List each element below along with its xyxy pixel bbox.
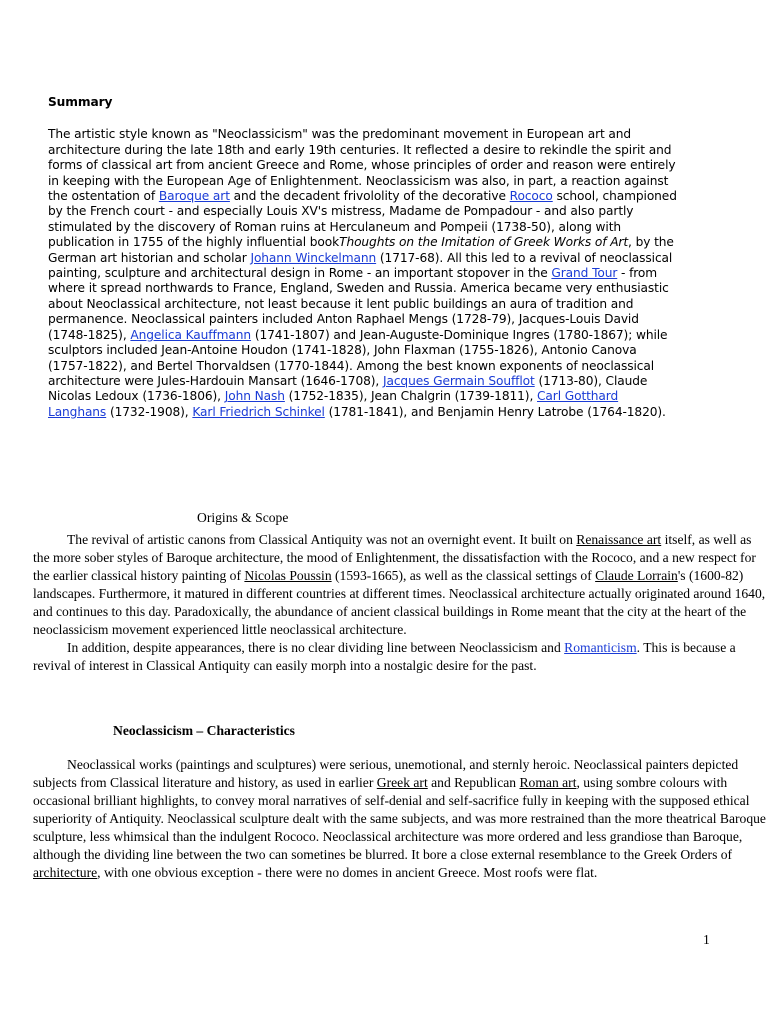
summary-text-6: - from where it spread northwards to France, England, Sweden and Russia. America became very enthusiastic about Neoclassical architecture, not least because it lent public buildings an aura of tradition and permanence. Neoclassical painters included Anton Raphael Mengs (1728-79), Jacques-Louis David (1748-1825), xyxy=(48,266,669,342)
summary-text-8: (1713-80), Claude Nicolas Ledoux (1736-1806), xyxy=(48,373,648,404)
link-renaissance-art[interactable]: Renaissance art xyxy=(576,532,662,547)
link-claude-lorrain[interactable]: Claude Lorrain xyxy=(595,568,678,583)
summary-text-7: (1741-1807) and Jean-Auguste-Dominique Ingres (1780-1867); while sculptors included Jean-Antoine Houdon (1741-1828), John Flaxman (1755-1826), Antonio Canova (1757-1822), and Bertel Thorvaldsen (1770-1844). Among the best known exponents of neoclassical architecture were Jules-Hardouin Mansart (1646-1708), xyxy=(48,327,668,388)
link-nicolas-poussin[interactable]: Nicolas Poussin xyxy=(244,568,332,583)
characteristics-paragraph xyxy=(33,756,768,882)
summary-text-5: (1717-68). All this led to a revival of neoclassical painting, sculpture and architectural design in Rome - an important stopover in the xyxy=(48,250,673,281)
summary-text-3: school, championed by the French court - and especially Louis XV's mistress, Madame de Pompadour - and also partly stimulated by the discovery of Roman ruins at Herculaneum and Pompeii (1738-50), along with publication in 1755 of the highly influential book xyxy=(48,189,677,250)
origins-text-4: 's (1600-82) landscapes. Furthermore, it matured in different countries at different times. Neoclassical architecture actually originated around 1640, and continues to this day. Paradoxically, the abundance of ancient classical buildings in Rome meant that the city at the heart of the neoclassicism movement experienced little neoclassical architecture. xyxy=(33,568,766,637)
link-roman-art[interactable]: Roman art xyxy=(519,775,577,790)
summary-heading: Summary xyxy=(48,95,113,109)
link-johann-winckelmann[interactable]: Johann Winckelmann xyxy=(250,250,377,265)
summary-text-9: (1752-1835), Jean Chalgrin (1739-1811), xyxy=(284,389,537,404)
characteristics-heading: Neoclassicism – Characteristics xyxy=(113,723,295,738)
origins-heading: Origins & Scope xyxy=(197,510,289,525)
link-carl-gotthard-langhans[interactable]: Carl Gotthard Langhans xyxy=(48,389,619,419)
summary-text-11: (1781-1841), and Benjamin Henry Latrobe (1764-1820). xyxy=(324,404,666,419)
book-title: Thoughts on the Imitation of Greek Works of Art xyxy=(339,235,629,250)
origins-text-2: itself, as well as the more sober styles of Baroque architecture, the mood of Enlightenment, the dissatisfaction with the Rococo, and a new respect for the earlier classical history painting of xyxy=(33,532,756,583)
origins-section xyxy=(33,531,768,675)
origins-paragraph-1 xyxy=(33,531,768,639)
link-baroque-art[interactable]: Baroque art xyxy=(158,189,230,204)
characteristics-section xyxy=(33,756,768,882)
link-karl-friedrich-schinkel[interactable]: Karl Friedrich Schinkel xyxy=(192,404,325,419)
link-rococo[interactable]: Rococo xyxy=(509,189,553,204)
link-john-nash[interactable]: John Nash xyxy=(224,389,285,404)
summary-text-10: (1732-1908), xyxy=(106,404,193,419)
char-text-4: , with one obvious exception - there were no domes in ancient Greece. Most roofs were flat. xyxy=(97,865,598,880)
char-text-3: , using sombre colours with occasional brilliant highlights, to convey moral narratives of self-denial and self-sacrifice fully in keeping with the supposed ethical superiority of Antiquity. Neoclassical sculpture dealt with the same subjects, and was more restrained than the more theatrical Baroque sculpture, less whimsical than the indulgent Rococo. Neoclassical architecture was more ordered and less grandiose than Baroque, although the dividing line between the two can sometines be blurred. It bore a close external resemblance to the Greek Orders of xyxy=(33,775,766,862)
link-angelica-kauffmann[interactable]: Angelica Kauffmann xyxy=(130,327,252,342)
summary-text-1: The artistic style known as "Neoclassicism" was the predominant movement in European art and architecture during the late 18th and early 19th centuries. It reflected a desire to rekindle the spirit and forms of classical art from ancient Greece and Rome, whose principles of order and reason were entirely in keeping with the European Age of Enlightenment. Neoclassicism was also, in part, a reaction against the ostentation of xyxy=(48,127,676,204)
origins-text-5: In addition, despite appearances, there is no clear dividing line between Neoclassicism and xyxy=(67,640,565,655)
origins-text-6: . This is because a revival of interest in Classical Antiquity can easily morph into a nostalgic desire for the past. xyxy=(33,640,736,673)
link-greek-art[interactable]: Greek art xyxy=(376,775,428,790)
page-number: 1 xyxy=(703,932,710,947)
origins-text-1: The revival of artistic canons from Classical Antiquity was not an overnight event. It built on xyxy=(67,532,577,547)
link-jacques-germain-soufflot[interactable]: Jacques Germain Soufflot xyxy=(382,373,535,388)
link-architecture[interactable]: architecture xyxy=(33,865,98,880)
char-text-2: and Republican xyxy=(427,775,520,790)
link-romanticism[interactable]: Romanticism xyxy=(564,640,637,655)
char-text-1: Neoclassical works (paintings and sculptures) were serious, unemotional, and sternly heroic. Neoclassical painters depicted subjects from Classical literature and history, as used in earlier xyxy=(33,757,739,790)
origins-text-3: (1593-1665), as well as the classical settings of xyxy=(331,568,596,583)
summary-paragraph xyxy=(48,127,678,420)
summary-section xyxy=(48,95,678,420)
link-grand-tour[interactable]: Grand Tour xyxy=(551,266,618,281)
origins-paragraph-2 xyxy=(33,639,768,675)
summary-text-2: and the decadent frivololity of the decorative xyxy=(229,189,510,204)
summary-text-4: , by the German art historian and scholar xyxy=(48,235,674,265)
